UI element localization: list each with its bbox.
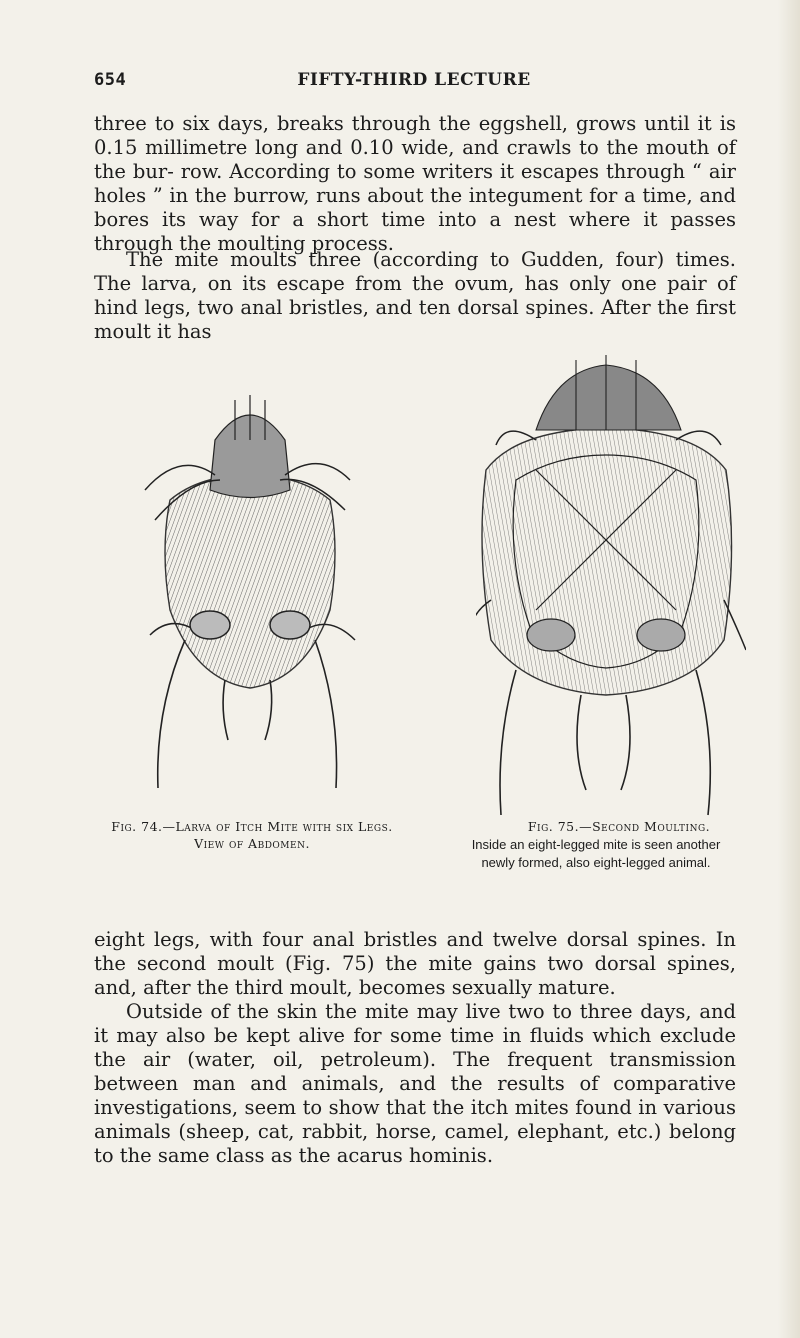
paragraph-4-text: Outside of the skin the mite may live two to three days, and it may also be kept alive for some time in fluids which exclude the air (water, oil, petroleum). The frequent transmission between man and animals, and the results of comparative investigations, seem to show that the itch mites found in various animals (sheep, cat, rabbit, horse, camel, elephant, etc.) belong to the same class as the acarus hominis.	[94, 1000, 736, 1167]
moulting-drawing	[476, 350, 746, 820]
figure-75-caption-desc-line-2: newly formed, also eight-legged animal.	[481, 855, 711, 870]
figure-75-caption-desc-line-1: Inside an eight-legged mite is seen another	[471, 837, 721, 852]
larva-drawing	[140, 380, 360, 800]
larva-head	[210, 395, 290, 498]
paragraph-2-text: The mite moults three (according to Gudden, four) times. The larva, on its escape from the ovum, has only one pair of hind legs, two anal bristles, and ten dorsal spines. After the first moult it has	[94, 248, 736, 343]
header-title: FIFTY-THIRD LECTURE	[297, 70, 531, 90]
figure-74-caption-line-2: View of Abdomen.	[194, 836, 310, 851]
paragraph-1: three to six days, breaks through the eggshell, grows until it is 0.15 millimetre long and 0.10 wide, and crawls to the mouth of the bur- row. According to some writers it escapes through “ air holes ” in the burrow, runs about the integument for a time, and bores its way for a short time into a nest where it passes through the moulting process.	[94, 112, 736, 255]
figure-75-caption-description	[416, 836, 776, 872]
larva-body	[165, 475, 335, 688]
figure-74-caption	[84, 818, 420, 852]
paragraph-3: eight legs, with four anal bristles and twelve dorsal spines. In the second moult (Fig. 75) the mite gains two dorsal spines, and, after the third moult, becomes sexually mature.	[94, 928, 736, 999]
page-edge-shadow	[778, 0, 800, 1338]
figure-75-moulting-illustration	[476, 350, 746, 820]
page-number: 654	[94, 70, 127, 90]
paragraph-2	[94, 248, 736, 344]
outer-mite-body	[482, 428, 732, 695]
figure-75-caption-title: Fig. 75.—Second Moulting.	[527, 819, 711, 834]
paragraph-4	[94, 1000, 736, 1168]
figure-74-larva-illustration	[140, 380, 360, 800]
figure-74-caption-line-1: Fig. 74.—Larva of Itch Mite with six Legs.	[111, 819, 393, 834]
outer-mite-head	[536, 355, 681, 430]
running-head	[94, 70, 734, 94]
